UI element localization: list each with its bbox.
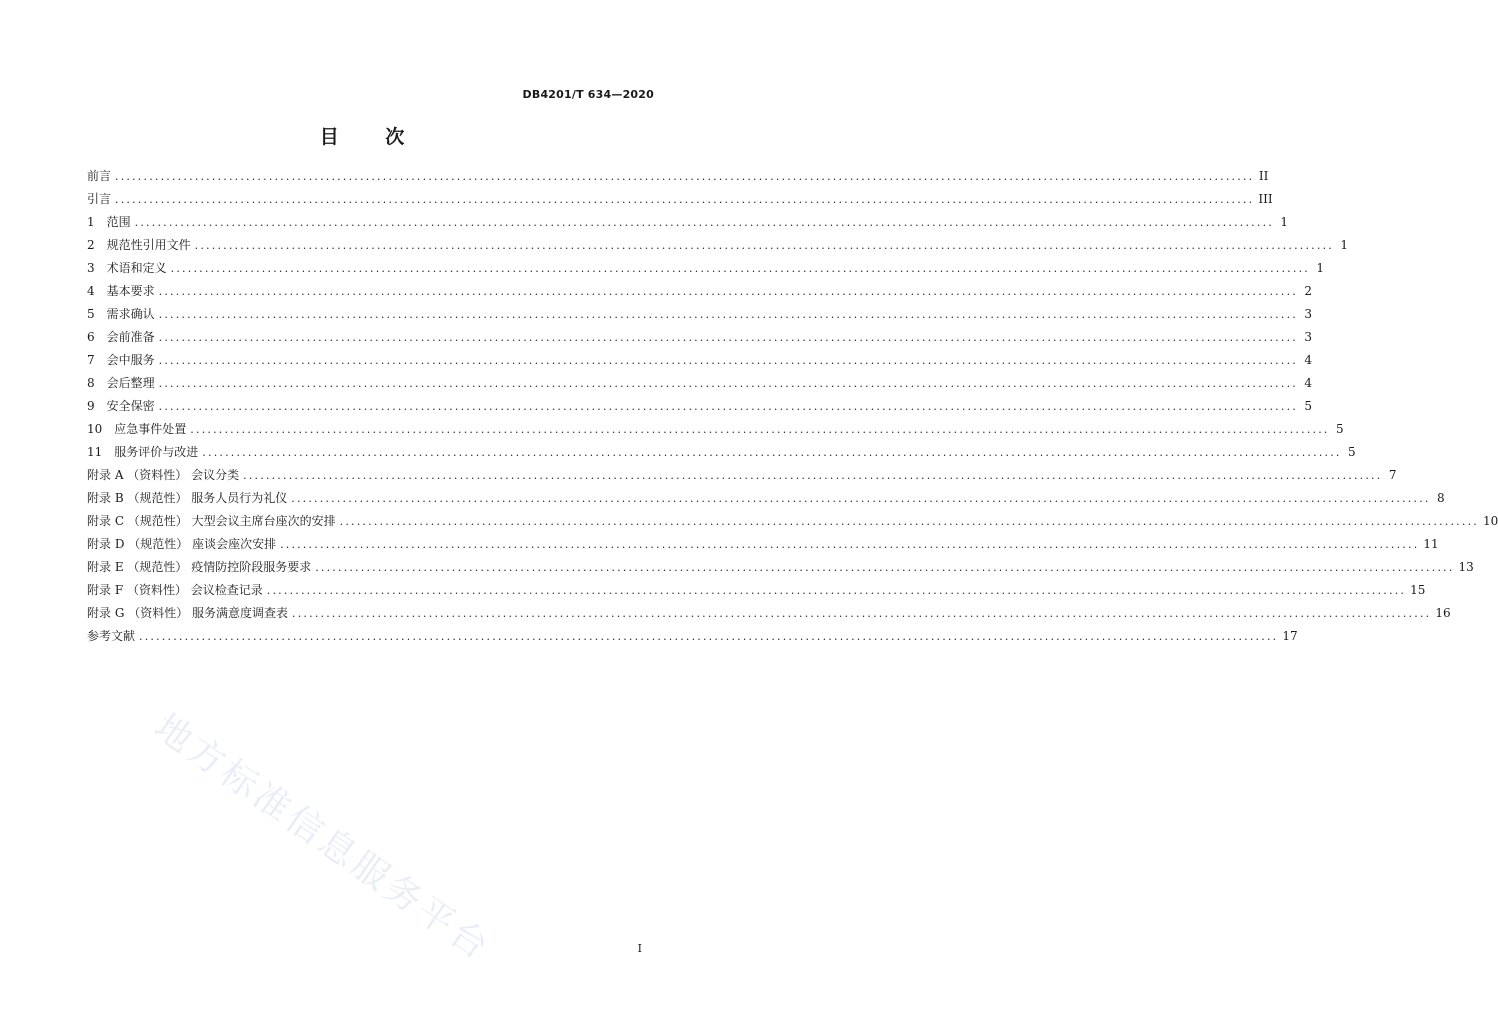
- toc-entry-label: 参考文献: [87, 629, 136, 643]
- watermark: 地方标准信息服务平台: [146, 706, 499, 970]
- toc-leader-dots: ........................................................................................................................................................................................................: [134, 216, 1274, 229]
- toc-entry-page: 1: [1340, 238, 1348, 252]
- toc-entry[interactable]: [87, 372, 1312, 395]
- toc-entry[interactable]: [87, 303, 1312, 326]
- toc-leader-dots: ........................................................................................................................................................................................................: [158, 400, 1298, 413]
- toc-entry[interactable]: [87, 188, 1273, 211]
- toc-entry-page: 8: [1436, 491, 1445, 505]
- toc-entry-page: 1: [1316, 261, 1324, 275]
- toc-entry-label: 会后整理: [106, 376, 155, 390]
- toc-entry-label: 引言: [87, 192, 112, 206]
- toc-leader-dots: ........................................................................................................................................................................................................: [139, 630, 1279, 643]
- toc-entry-number: 7: [87, 353, 95, 367]
- toc-entry-page: II: [1258, 169, 1269, 183]
- toc-entry-number: 10: [87, 422, 103, 436]
- toc-entry-page: 1: [1280, 215, 1288, 229]
- toc-entry-page: 16: [1435, 606, 1451, 620]
- toc-entry-page: 17: [1282, 629, 1298, 643]
- toc-entry-number: 6: [87, 330, 95, 344]
- toc-entry-label: 附录 F （资料性） 会议检查记录: [87, 583, 263, 597]
- toc-entry-label: 附录 D （规范性） 座谈会座次安排: [87, 537, 277, 551]
- toc-entry-page: 3: [1304, 330, 1312, 344]
- toc-entry[interactable]: [87, 510, 1498, 533]
- toc-entry-number: 11: [87, 445, 103, 459]
- toc-entry[interactable]: [87, 556, 1474, 579]
- toc-entry-page: 7: [1388, 468, 1397, 482]
- toc-entry-label: 服务评价与改进: [114, 445, 199, 459]
- toc-leader-dots: ........................................................................................................................................................................................................: [266, 584, 1407, 597]
- toc-leader-dots: ........................................................................................................................................................................................................: [243, 469, 1383, 482]
- table-of-contents: [87, 165, 1498, 648]
- toc-entry-page: 4: [1304, 353, 1312, 367]
- page-title: 目 次: [319, 126, 425, 148]
- toc-entry-number: 2: [87, 238, 95, 252]
- toc-entry-label: 附录 A （资料性） 会议分类: [87, 468, 240, 482]
- toc-entry[interactable]: [87, 211, 1288, 234]
- toc-entry-page: 11: [1423, 537, 1439, 551]
- toc-entry-page: 4: [1304, 376, 1312, 390]
- toc-entry-label: 前言: [87, 169, 112, 183]
- toc-entry-label: 会中服务: [106, 353, 155, 367]
- toc-entry[interactable]: [87, 625, 1298, 648]
- toc-entry-number: 4: [87, 284, 95, 298]
- toc-leader-dots: ........................................................................................................................................................................................................: [158, 331, 1298, 344]
- toc-entry-label: 会前准备: [106, 330, 155, 344]
- toc-entry-number: 5: [87, 307, 95, 321]
- toc-entry[interactable]: [87, 280, 1312, 303]
- toc-entry-label: 安全保密: [106, 399, 155, 413]
- toc-entry-page: III: [1258, 192, 1273, 206]
- toc-leader-dots: ........................................................................................................................................................................................................: [158, 308, 1298, 321]
- toc-entry-label: 范围: [106, 215, 131, 229]
- toc-entry-number: 3: [87, 261, 95, 275]
- toc-leader-dots: ........................................................................................................................................................................................................: [280, 538, 1420, 551]
- toc-entry[interactable]: [87, 418, 1344, 441]
- toc-leader-dots: ........................................................................................................................................................................................................: [158, 354, 1298, 367]
- toc-entry[interactable]: [87, 234, 1348, 257]
- toc-entry-label: 应急事件处置: [114, 422, 187, 436]
- toc-entry-label: 规范性引用文件: [106, 238, 191, 252]
- toc-leader-dots: ........................................................................................................................................................................................................: [315, 561, 1455, 574]
- toc-leader-dots: ........................................................................................................................................................................................................: [339, 515, 1479, 528]
- toc-entry-page: 5: [1304, 399, 1312, 413]
- document-code: DB4201/T 634—2020: [522, 88, 654, 101]
- toc-entry[interactable]: [87, 579, 1426, 602]
- toc-entry[interactable]: [87, 165, 1269, 188]
- toc-entry[interactable]: [87, 326, 1312, 349]
- toc-leader-dots: ........................................................................................................................................................................................................: [115, 170, 1255, 183]
- toc-entry-page: 15: [1410, 583, 1426, 597]
- toc-entry[interactable]: [87, 395, 1312, 418]
- toc-entry[interactable]: [87, 533, 1439, 556]
- toc-entry[interactable]: [87, 464, 1397, 487]
- toc-entry[interactable]: [87, 257, 1324, 280]
- toc-entry[interactable]: [87, 349, 1312, 372]
- toc-entry-label: 附录 C （规范性） 大型会议主席台座次的安排: [87, 514, 336, 528]
- toc-leader-dots: ........................................................................................................................................................................................................: [170, 262, 1310, 275]
- toc-entry-label: 基本要求: [106, 284, 155, 298]
- toc-entry-page: 5: [1335, 422, 1344, 436]
- toc-entry-label: 术语和定义: [106, 261, 167, 275]
- toc-entry-page: 2: [1304, 284, 1312, 298]
- toc-entry-label: 附录 E （规范性） 疫情防控阶段服务要求: [87, 560, 312, 574]
- toc-entry-page: 10: [1482, 514, 1498, 528]
- toc-entry-page: 3: [1304, 307, 1312, 321]
- toc-leader-dots: ........................................................................................................................................................................................................: [292, 607, 1432, 620]
- toc-leader-dots: ........................................................................................................................................................................................................: [115, 193, 1255, 206]
- page-number: I: [637, 942, 642, 955]
- toc-leader-dots: ........................................................................................................................................................................................................: [190, 423, 1330, 436]
- toc-entry[interactable]: [87, 602, 1451, 625]
- toc-entry-label: 附录 G （资料性） 服务满意度调查表: [87, 606, 289, 620]
- toc-entry[interactable]: [87, 487, 1445, 510]
- toc-entry-number: 9: [87, 399, 95, 413]
- toc-entry-label: 需求确认: [106, 307, 155, 321]
- toc-leader-dots: ........................................................................................................................................................................................................: [202, 446, 1342, 459]
- toc-leader-dots: ........................................................................................................................................................................................................: [158, 377, 1298, 390]
- toc-entry-number: 1: [87, 215, 95, 229]
- toc-entry-page: 5: [1347, 445, 1356, 459]
- toc-entry-number: 8: [87, 376, 95, 390]
- toc-leader-dots: ........................................................................................................................................................................................................: [291, 492, 1431, 505]
- toc-entry-label: 附录 B （规范性） 服务人员行为礼仪: [87, 491, 288, 505]
- toc-leader-dots: ........................................................................................................................................................................................................: [158, 285, 1298, 298]
- toc-leader-dots: ........................................................................................................................................................................................................: [194, 239, 1334, 252]
- toc-entry[interactable]: [87, 441, 1356, 464]
- toc-entry-page: 13: [1458, 560, 1474, 574]
